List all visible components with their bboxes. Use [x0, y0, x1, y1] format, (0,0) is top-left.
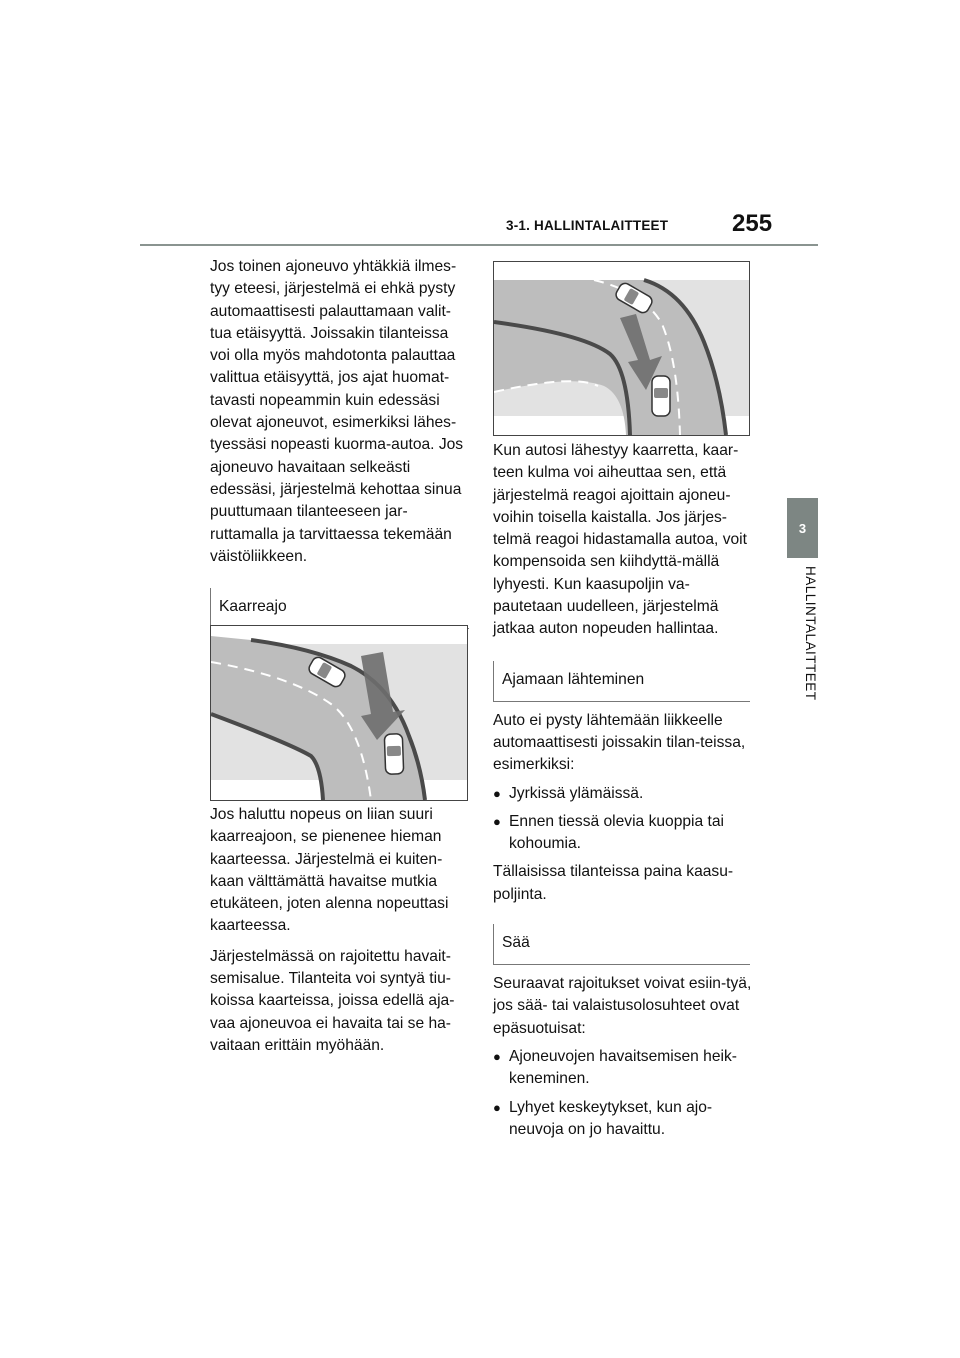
right-column — [493, 440, 755, 1141]
bullet-dot-icon: ● — [493, 785, 501, 801]
intro-paragraph: Jos toinen ajoneuvo yhtäkkiä ilmes-tyy eteesi, järjestelmä ei ehkä pysty automaattisesti palauttamaan valit-tua etäisyyttä. Joissakin tilanteissa voi olla myös mahdotonta palauttaa valittua etäisyyttä, jos ajat huomat-tavasti nopeammin kuin edessäsi olevat ajoneuvot, esimerkiksi lähes-tyessäsi nopeasti kuorma-autoa. Jos ajoneuvo havaitaan selkeästi edessäsi, järjestelmä kehottaa sinua puuttumaan tilanteeseen jar-ruttamalla ja tarvittaessa tekemään väistöliikkeen. — [210, 258, 464, 565]
bullet-text: Ajoneuvojen havaitsemisen heik-keneminen. — [509, 1047, 737, 1088]
curve-illustration — [211, 626, 467, 800]
bullet-text: Lyhyet keskeytykset, kun ajo-neuvoja on jo havaittu. — [509, 1098, 713, 1138]
lane-illustration — [494, 262, 749, 435]
bullet-text: Jyrkissä ylämäissä. — [509, 784, 644, 802]
chapter-number: 3 — [798, 520, 807, 536]
left-column-lower — [210, 804, 472, 1057]
lane-paragraph: Kun autosi lähestyy kaarretta, kaar-teen kulma voi aiheuttaa sen, että järjestelmä reagoi ajoittain ajoneu-voihin toisella kaistalla. Jos järjes-telmä reagoi hidastamalla autoa, voit kompensoida sen kiihdyttä-mällä lyhyesti. Kun kaasupoljin va-pautetaan uudelleen, järjestelmä jatkaa auton nopeuden hallintaa. — [493, 442, 747, 638]
bullet-item — [493, 783, 755, 805]
section-title: 3-1. HALLINTALAITTEET — [506, 218, 669, 233]
accelerator-paragraph: Tällaisissa tilanteissa paina kaasu-poljinta. — [493, 863, 734, 903]
left-column — [210, 256, 472, 629]
bullet-dot-icon: ● — [493, 813, 501, 829]
bullet-dot-icon: ● — [493, 1099, 501, 1115]
subheading-ajamaan-lahteminen: Ajamaan lähteminen — [493, 661, 750, 702]
bullet-item — [493, 1097, 755, 1142]
bullet-item — [493, 811, 755, 856]
weather-paragraph: Seuraavat rajoitukset voivat esiin-tyä, jos sää- tai valaistusolosuhteet ovat epäsuotuisat: — [493, 975, 752, 1037]
curve-figure — [210, 625, 468, 801]
curve-paragraph-1: Jos haluttu nopeus on liian suuri kaarreajoon, se pienenee hieman kaarteessa. Järjestelmä ei kuiten-kaan välttämättä havaitse mutkia etukäteen, joten alenna nopeuttasi kaarteessa. — [210, 806, 449, 935]
curve-paragraph-2: Järjestelmässä on rajoitettu havait-semisalue. Tilanteita voi syntyä tiu-koissa kaarteissa, joissa edellä aja-vaa ajoneuvoa ei havaita tai se ha-vaitaan erittäin myöhään. — [210, 947, 455, 1054]
start-paragraph: Auto ei pysty lähtemään liikkeelle automaattisesti joissakin tilan-teissa, esimerkiksi: — [493, 711, 746, 774]
page-number: 255 — [732, 210, 773, 237]
bullet-text: Ennen tiessä olevia kuoppia tai kohoumia. — [509, 812, 724, 853]
bullet-item — [493, 1046, 755, 1091]
chapter-tab — [787, 498, 818, 558]
lane-figure — [493, 261, 750, 436]
subheading-kaarreajo: Kaarreajo — [210, 588, 469, 629]
chapter-label: HALLINTALAITTEET — [803, 566, 818, 701]
bullet-dot-icon: ● — [493, 1048, 501, 1064]
subheading-saa: Sää — [493, 924, 750, 965]
header-rule — [140, 244, 818, 246]
